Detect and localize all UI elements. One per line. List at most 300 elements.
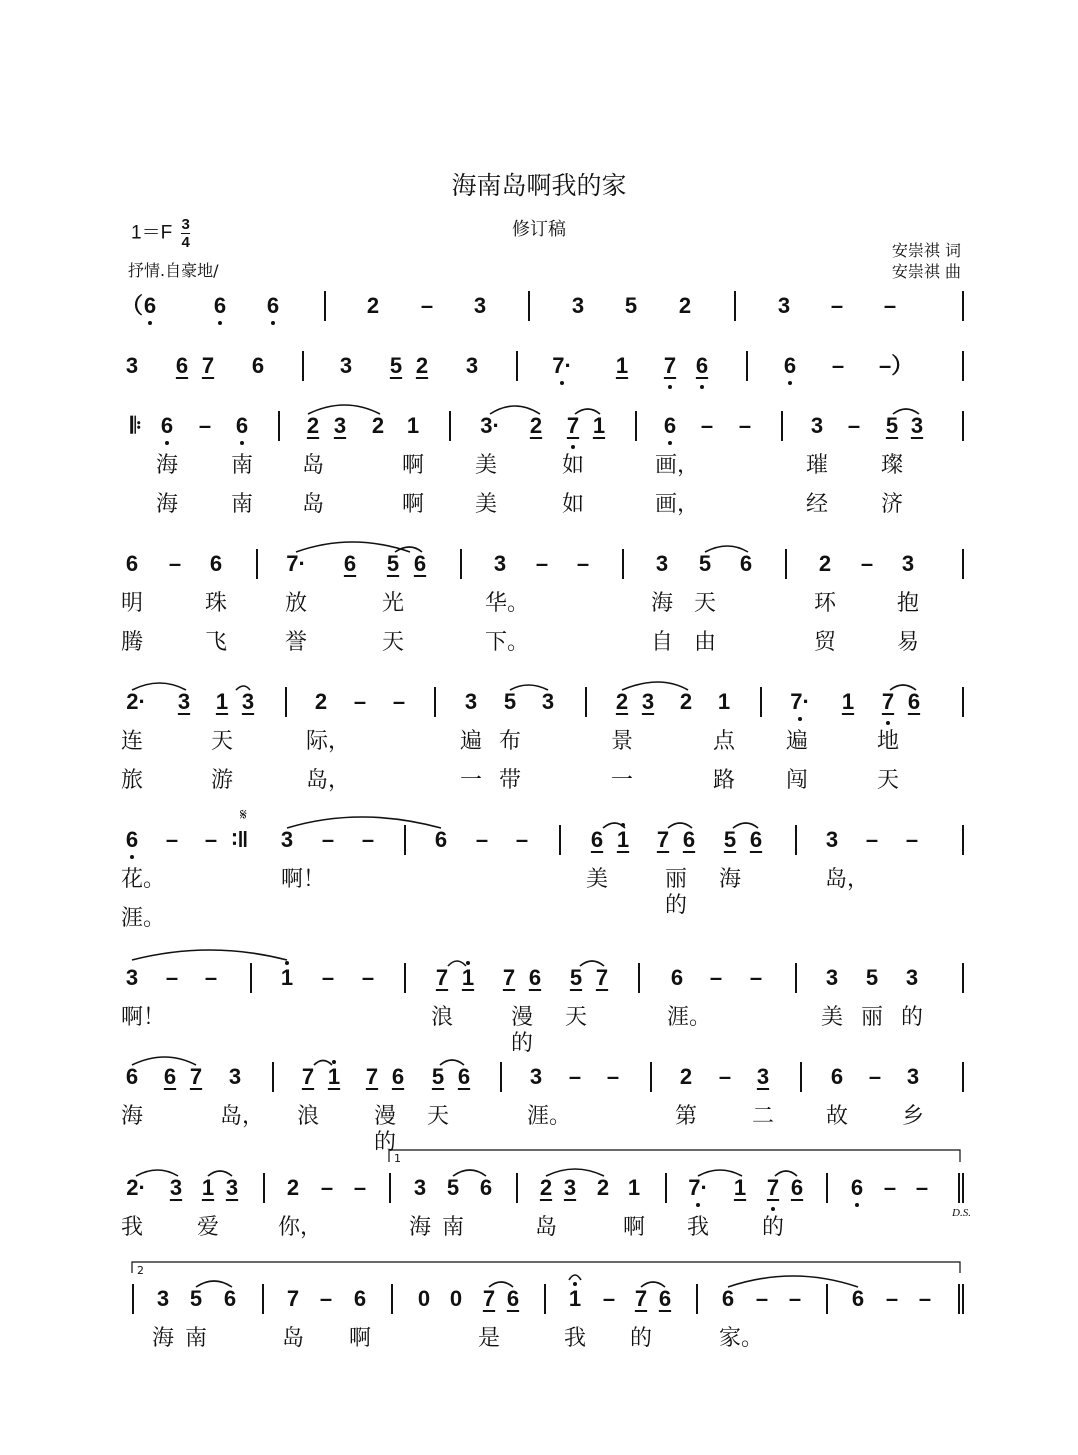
lyric-verse-2: 一 (610, 768, 633, 793)
lyric-verse-1: 的 (629, 1326, 652, 1351)
note: 7 (286, 1286, 300, 1311)
lyric-verse-1: 你， (278, 1215, 323, 1240)
lyric-verse-2: 腾 (120, 630, 143, 655)
lyric-verse-1: 环 (813, 591, 836, 616)
fermata (569, 1275, 581, 1280)
note: – (515, 827, 529, 852)
note: 3 (905, 965, 919, 990)
note: 7· (687, 1175, 709, 1201)
note: 2 (286, 1175, 300, 1200)
lyric-verse-1: 漫的 (373, 1104, 396, 1155)
note: 6 (528, 965, 542, 990)
note: （ (121, 293, 144, 318)
lyric-verse-1: 我 (120, 1215, 143, 1240)
lyric-verse-1: 珠 (204, 591, 227, 616)
slur (546, 1169, 604, 1176)
lyric-verse-2: 带 (498, 768, 521, 793)
lyric-verse-1: 美 (474, 453, 497, 478)
note: ∶‖ (231, 827, 249, 852)
lyric-verse-1: 岛 (281, 1326, 304, 1351)
lyric-verse-1: 际， (306, 729, 351, 754)
lyric-verse-1: 涯。 (527, 1104, 572, 1129)
note: 3 (339, 353, 353, 378)
lyric-verse-1: 海 (408, 1215, 431, 1240)
lyric-verse-1: 是 (477, 1326, 500, 1351)
lyric-verse-1: 丽的 (664, 867, 687, 918)
lyric-verse-1: 南 (184, 1326, 207, 1351)
note: – (165, 827, 179, 852)
slur (575, 409, 600, 414)
lyric-verse-1: 画， (655, 453, 700, 478)
lyric-verse-1: 的 (900, 1005, 923, 1030)
note: 3 (225, 1175, 239, 1200)
note: 1 (323, 1064, 345, 1090)
note: – (847, 413, 861, 438)
note: 3 (810, 413, 824, 438)
lyric-verse-1: 我 (563, 1326, 586, 1351)
lyric-verse-2: 誉 (284, 630, 307, 655)
note: – (868, 1064, 882, 1089)
lyric-verse-2: 南 (230, 492, 253, 517)
lyric-verse-2: 贸 (813, 630, 836, 655)
note: – (738, 413, 752, 438)
note: 1 (612, 827, 634, 853)
note: 5 (431, 1064, 445, 1089)
slur (775, 1171, 797, 1176)
lyric-verse-1: 璀 (805, 453, 828, 478)
note: – (831, 353, 845, 378)
note: 6 (353, 1286, 367, 1311)
lyric-verse-2: 涯。 (121, 906, 166, 931)
note: – (905, 827, 919, 852)
lyric-verse-2: 画， (655, 492, 700, 517)
note: 6 (659, 413, 681, 439)
note: – (788, 1286, 802, 1311)
note: – (576, 551, 590, 576)
note: 7· (789, 689, 811, 715)
note: 0 (417, 1286, 431, 1311)
note: 3 (241, 689, 255, 714)
lyric-verse-1: 南 (441, 1215, 464, 1240)
note: 3 (901, 551, 915, 576)
note: – (321, 827, 335, 852)
note: – (361, 827, 375, 852)
note: 6 (391, 1064, 405, 1089)
slur (733, 823, 758, 828)
note: 3 (228, 1064, 242, 1089)
note: 3 (413, 1175, 427, 1200)
lyric-verse-2: 由 (693, 630, 716, 655)
note: 3 (825, 827, 839, 852)
note: 3 (156, 1286, 170, 1311)
lyric-verse-1: 啊！ (121, 1005, 166, 1030)
note: – (865, 827, 879, 852)
note: – (321, 965, 335, 990)
note: 6 (846, 1175, 868, 1201)
note: 6 (691, 353, 713, 379)
lyric-verse-1: 天 (564, 1005, 587, 1030)
note: 3 (465, 353, 479, 378)
lyric-verse-1: 遍 (459, 729, 482, 754)
lyric-verse-1: 明 (120, 591, 143, 616)
note: – (168, 551, 182, 576)
note: – (475, 827, 489, 852)
lyric-verse-1: 光 (381, 591, 404, 616)
note: 1 (215, 689, 229, 714)
slur (510, 685, 548, 690)
note: 6 (209, 293, 231, 319)
note: 1 (615, 353, 629, 378)
note: 1 (733, 1175, 747, 1200)
note: – (860, 551, 874, 576)
lyric-verse-1: 天 (426, 1104, 449, 1129)
note: – (420, 293, 434, 318)
note: 3 (906, 1064, 920, 1089)
lyric-verse-1: 美 (585, 867, 608, 892)
note: 2 (306, 413, 320, 438)
note: 2· (126, 1175, 146, 1200)
tempo-marking: 抒情.自豪地/ (128, 261, 219, 280)
note: 6 (209, 551, 223, 576)
note: 2 (539, 1175, 553, 1200)
lyric-verse-1: 啊！ (281, 867, 326, 892)
lyric-verse-2: 经 (805, 492, 828, 517)
note: – (392, 689, 406, 714)
note: 5 (389, 353, 403, 378)
lyric-verse-2: 下。 (485, 630, 530, 655)
note: 1 (627, 1175, 641, 1200)
ds-mark: D.S. (952, 1207, 971, 1219)
note: 6 (262, 293, 284, 319)
note: 2 (529, 413, 543, 438)
note: – (918, 1286, 932, 1311)
lyric-verse-1: 美 (820, 1005, 843, 1030)
note: – (320, 1175, 334, 1200)
note: 6 (413, 551, 427, 576)
slur (453, 1170, 486, 1176)
note: 6 (457, 1064, 471, 1089)
lyric-verse-1: 浪 (430, 1005, 453, 1030)
slur (208, 1171, 232, 1176)
slur (893, 409, 919, 414)
note: 3 (169, 1175, 183, 1200)
note: 7 (301, 1064, 315, 1089)
lyric-verse-2: 游 (210, 768, 233, 793)
volta-1-label: 1 (394, 1152, 401, 1165)
note: 3 (529, 1064, 543, 1089)
note: 6 (156, 413, 178, 439)
note: 6 (223, 1286, 237, 1311)
lyric-verse-2: 天 (381, 630, 404, 655)
slur (296, 542, 410, 552)
note: – (755, 1286, 769, 1311)
note: 2 (818, 551, 832, 576)
note: 7 (877, 689, 899, 715)
lyric-verse-1: 布 (498, 729, 521, 754)
note: 2 (678, 293, 692, 318)
note: 3 (563, 1175, 577, 1200)
note: 6 (658, 1286, 672, 1311)
note: 2 (314, 689, 328, 714)
note: 3 (177, 689, 191, 714)
lyric-verse-1: 家。 (719, 1326, 764, 1351)
note: 5 (624, 293, 638, 318)
lyric-verse-2: 美 (474, 492, 497, 517)
lyric-verse-1: 连 (120, 729, 143, 754)
lyric-verse-1: 的 (761, 1215, 784, 1240)
note: 2 (615, 689, 629, 714)
time-top: 3 (181, 216, 190, 233)
note: – (700, 413, 714, 438)
note: 6 (721, 1286, 735, 1311)
lyric-verse-2: 旅 (120, 768, 143, 793)
note: 5 (698, 551, 712, 576)
slur (705, 546, 748, 552)
note: 5 (446, 1175, 460, 1200)
note: 2 (366, 293, 380, 318)
lyric-verse-2: 易 (896, 630, 919, 655)
lyric-verse-1: 海 (120, 1104, 143, 1129)
note: – (361, 965, 375, 990)
note: 𝄆 (130, 413, 142, 438)
note: – (204, 827, 218, 852)
lyric-verse-2: 飞 (204, 630, 227, 655)
lyric-verse-1: 海 (650, 591, 673, 616)
note: 3 (641, 689, 655, 714)
lyric-verse-1: 海 (155, 453, 178, 478)
lyric-verse-1: 海 (151, 1326, 174, 1351)
lyric-verse-1: 如 (561, 453, 584, 478)
note: – (915, 1175, 929, 1200)
note: –） (879, 353, 914, 378)
note: 6 (343, 551, 357, 576)
lyric-verse-2: 一 (459, 768, 482, 793)
slur (440, 1060, 464, 1065)
slur (308, 405, 380, 414)
slur (489, 1282, 513, 1287)
lyricist-credit: 安崇祺 词 (891, 241, 961, 260)
note: 6 (163, 1064, 177, 1089)
note: – (198, 413, 212, 438)
lyric-verse-1: 乡 (901, 1104, 924, 1129)
lyric-verse-1: 点 (712, 729, 735, 754)
note: 7 (365, 1064, 379, 1089)
note: 3 (571, 293, 585, 318)
lyric-verse-1: 第 (674, 1104, 697, 1129)
note: 6 (125, 551, 139, 576)
note: 5 (885, 413, 899, 438)
slur (641, 1282, 665, 1287)
note: – (353, 689, 367, 714)
note: 5 (865, 965, 879, 990)
volta-bracket-2 (132, 1262, 960, 1273)
note: 1 (564, 1286, 586, 1312)
slur (580, 961, 604, 966)
note: 1 (201, 1175, 215, 1200)
key-label: 1＝F (131, 222, 173, 244)
lyric-verse-1: 涯。 (667, 1005, 712, 1030)
lyric-verse-1: 璨 (880, 453, 903, 478)
note: 1 (841, 689, 855, 714)
note: – (709, 965, 723, 990)
lyric-verse-1: 浪 (296, 1104, 319, 1129)
lyric-verse-1: 放 (284, 591, 307, 616)
slur (622, 682, 688, 690)
note: 3 (655, 551, 669, 576)
note: – (830, 293, 844, 318)
song-subtitle: 修订稿 (512, 219, 566, 240)
note: 6 (121, 827, 143, 853)
note: 0 (449, 1286, 463, 1311)
note: 7 (659, 353, 681, 379)
note: 6 (434, 827, 448, 852)
note: 7 (656, 827, 670, 852)
note: 6 (830, 1064, 844, 1089)
note: 7 (435, 965, 449, 990)
lyric-verse-2: 岛 (301, 492, 324, 517)
note: – (606, 1064, 620, 1089)
note: 6 (779, 353, 801, 379)
note: 1 (457, 965, 479, 991)
note: – (568, 1064, 582, 1089)
slur (728, 1276, 858, 1287)
note: – (165, 965, 179, 990)
note: 7 (562, 413, 584, 439)
note: 3 (493, 551, 507, 576)
note: 6 (749, 827, 763, 852)
note: 7 (482, 1286, 496, 1311)
time-bottom: 4 (181, 234, 190, 251)
lyric-verse-2: 岛， (306, 768, 351, 793)
note: 3 (473, 293, 487, 318)
note: 5 (569, 965, 583, 990)
lyric-verse-1: 岛， (220, 1104, 265, 1129)
note: – (353, 1175, 367, 1200)
note: 3 (464, 689, 478, 714)
note: 6 (851, 1286, 865, 1311)
slur (132, 1057, 196, 1065)
note: – (885, 1286, 899, 1311)
note: – (535, 551, 549, 576)
segno-mark: 𝄋 (240, 805, 247, 824)
lyric-verse-2: 如 (561, 492, 584, 517)
note: 6 (907, 689, 921, 714)
lyric-verse-1: 啊 (622, 1215, 645, 1240)
note: 3 (910, 413, 924, 438)
note: 6 (682, 827, 696, 852)
note: 6 (479, 1175, 493, 1200)
lyric-verse-1: 故 (825, 1104, 848, 1129)
note: 3 (125, 353, 139, 378)
note: 3 (125, 965, 139, 990)
note: 5 (189, 1286, 203, 1311)
lyric-verse-1: 抱 (896, 591, 919, 616)
note: 2 (679, 1064, 693, 1089)
note: 6 (670, 965, 684, 990)
lyric-verse-2: 啊 (401, 492, 424, 517)
slur (490, 406, 540, 414)
lyric-verse-1: 二 (751, 1104, 774, 1129)
note: 6 (590, 827, 604, 852)
lyric-verse-2: 济 (880, 492, 903, 517)
note: 1 (406, 413, 420, 438)
note: 2 (596, 1175, 610, 1200)
note: 7· (551, 353, 573, 379)
note: 6 (790, 1175, 804, 1200)
note: 3 (280, 827, 294, 852)
note: – (718, 1064, 732, 1089)
lyric-verse-1: 丽 (860, 1005, 883, 1030)
note: 3 (333, 413, 347, 438)
lyric-verse-1: 岛 (301, 453, 324, 478)
lyric-verse-1: 天 (210, 729, 233, 754)
note: 2 (371, 413, 385, 438)
slur (698, 1170, 742, 1176)
volta-2-label: 2 (137, 1264, 144, 1277)
note: – (749, 965, 763, 990)
note: 7 (189, 1064, 203, 1089)
lyric-verse-1: 岛 (534, 1215, 557, 1240)
note: 7 (201, 353, 215, 378)
lyric-verse-1: 海 (718, 867, 741, 892)
note: 6 (739, 551, 753, 576)
note: 1 (717, 689, 731, 714)
slur (132, 683, 186, 690)
lyric-verse-2: 天 (876, 768, 899, 793)
note: 3· (480, 413, 500, 438)
note: 6 (251, 353, 265, 378)
note: – (883, 293, 897, 318)
note: 6 (139, 293, 161, 319)
slur (603, 823, 625, 828)
composer-credit: 安崇祺 曲 (891, 262, 961, 281)
note: 6 (125, 1064, 139, 1089)
lyric-verse-2: 路 (712, 768, 735, 793)
lyric-verse-1: 花。 (121, 867, 166, 892)
lyric-verse-1: 我 (686, 1215, 709, 1240)
song-title: 海南岛啊我的家 (451, 171, 627, 200)
slur (132, 950, 287, 960)
slur (448, 961, 466, 966)
note: – (602, 1286, 616, 1311)
note: 7· (286, 551, 306, 576)
note: 7 (762, 1175, 784, 1201)
lyric-verse-1: 景 (610, 729, 633, 754)
slur (196, 1281, 232, 1287)
note: – (204, 965, 218, 990)
note: 1 (276, 965, 298, 991)
note: – (883, 1175, 897, 1200)
lyric-verse-1: 啊 (348, 1326, 371, 1351)
lyric-verse-2: 海 (155, 492, 178, 517)
note: 6 (231, 413, 253, 439)
note: 3 (541, 689, 555, 714)
lyric-verse-2: 闯 (785, 768, 808, 793)
slur (236, 686, 250, 690)
slur (890, 685, 916, 690)
lyric-verse-2: 自 (650, 630, 673, 655)
lyric-verse-1: 天 (693, 591, 716, 616)
note: 5 (723, 827, 737, 852)
note: 7 (502, 965, 516, 990)
lyric-verse-1: 爱 (196, 1215, 219, 1240)
slur (136, 1170, 178, 1176)
note: 1 (592, 413, 606, 438)
lyric-verse-1: 华。 (485, 591, 530, 616)
slur (668, 823, 692, 828)
slur (314, 1061, 332, 1066)
note: 7 (634, 1286, 648, 1311)
